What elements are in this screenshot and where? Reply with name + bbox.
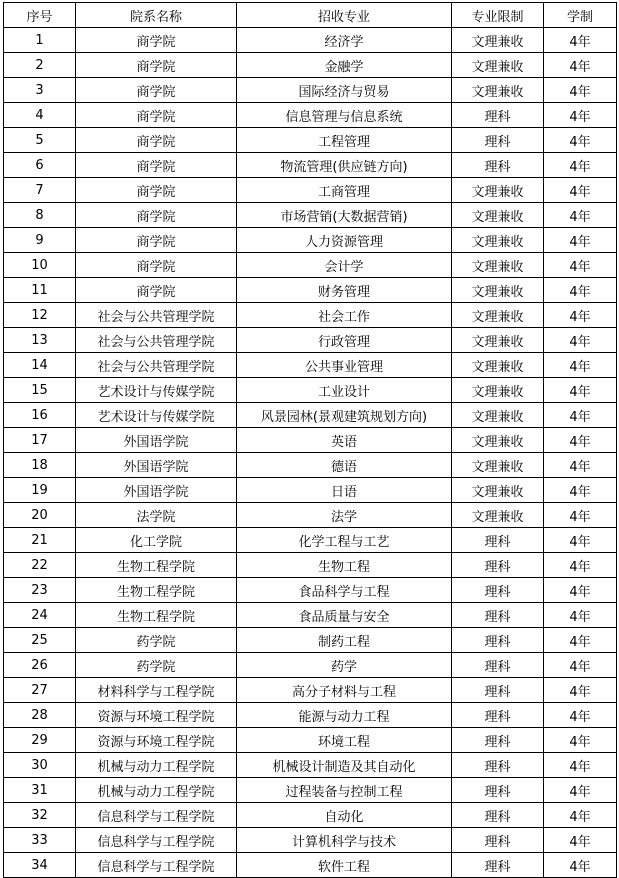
cell-duration: 4年	[544, 253, 617, 278]
header-duration: 学制	[544, 3, 617, 28]
cell-department: 商学院	[76, 53, 237, 78]
cell-index: 17	[4, 428, 76, 453]
cell-duration: 4年	[544, 803, 617, 828]
header-restriction: 专业限制	[452, 3, 544, 28]
cell-duration: 4年	[544, 728, 617, 753]
table-row	[4, 28, 617, 53]
table-row	[4, 228, 617, 253]
table-header	[4, 3, 617, 28]
cell-department: 药学院	[76, 653, 237, 678]
cell-index: 21	[4, 528, 76, 553]
cell-major: 工业设计	[237, 378, 452, 403]
cell-duration: 4年	[544, 353, 617, 378]
cell-major: 药学	[237, 653, 452, 678]
cell-index: 16	[4, 403, 76, 428]
table-row	[4, 53, 617, 78]
table-row	[4, 253, 617, 278]
cell-index: 29	[4, 728, 76, 753]
cell-restriction: 理科	[452, 778, 544, 803]
table-row	[4, 728, 617, 753]
cell-major: 自动化	[237, 803, 452, 828]
cell-index: 26	[4, 653, 76, 678]
cell-restriction: 文理兼收	[452, 228, 544, 253]
table-row	[4, 303, 617, 328]
table-row	[4, 828, 617, 853]
cell-major: 信息管理与信息系统	[237, 103, 452, 128]
cell-restriction: 理科	[452, 703, 544, 728]
cell-department: 商学院	[76, 128, 237, 153]
cell-index: 9	[4, 228, 76, 253]
cell-index: 13	[4, 328, 76, 353]
cell-index: 14	[4, 353, 76, 378]
cell-major: 食品科学与工程	[237, 578, 452, 603]
cell-restriction: 文理兼收	[452, 203, 544, 228]
cell-index: 34	[4, 853, 76, 878]
cell-department: 商学院	[76, 278, 237, 303]
cell-major: 物流管理(供应链方向)	[237, 153, 452, 178]
cell-restriction: 文理兼收	[452, 453, 544, 478]
table-row	[4, 553, 617, 578]
cell-department: 商学院	[76, 78, 237, 103]
cell-restriction: 理科	[452, 678, 544, 703]
table-row	[4, 653, 617, 678]
header-row	[4, 3, 617, 28]
cell-index: 22	[4, 553, 76, 578]
cell-restriction: 文理兼收	[452, 78, 544, 103]
cell-restriction: 理科	[452, 753, 544, 778]
cell-duration: 4年	[544, 153, 617, 178]
table-row	[4, 528, 617, 553]
table-row	[4, 503, 617, 528]
cell-restriction: 文理兼收	[452, 253, 544, 278]
cell-duration: 4年	[544, 478, 617, 503]
table-row	[4, 378, 617, 403]
table-row	[4, 353, 617, 378]
cell-major: 过程装备与控制工程	[237, 778, 452, 803]
cell-department: 法学院	[76, 503, 237, 528]
cell-restriction: 理科	[452, 153, 544, 178]
table-row	[4, 703, 617, 728]
table-row	[4, 578, 617, 603]
cell-restriction: 文理兼收	[452, 178, 544, 203]
cell-department: 信息科学与工程学院	[76, 828, 237, 853]
header-major: 招收专业	[237, 3, 452, 28]
cell-restriction: 理科	[452, 803, 544, 828]
cell-major: 金融学	[237, 53, 452, 78]
table-row	[4, 778, 617, 803]
cell-duration: 4年	[544, 178, 617, 203]
cell-restriction: 理科	[452, 103, 544, 128]
cell-duration: 4年	[544, 528, 617, 553]
cell-duration: 4年	[544, 228, 617, 253]
cell-duration: 4年	[544, 28, 617, 53]
cell-restriction: 理科	[452, 628, 544, 653]
cell-department: 商学院	[76, 253, 237, 278]
cell-major: 生物工程	[237, 553, 452, 578]
table-row	[4, 803, 617, 828]
cell-duration: 4年	[544, 103, 617, 128]
cell-major: 人力资源管理	[237, 228, 452, 253]
cell-department: 资源与环境工程学院	[76, 703, 237, 728]
cell-duration: 4年	[544, 653, 617, 678]
cell-restriction: 文理兼收	[452, 328, 544, 353]
cell-duration: 4年	[544, 328, 617, 353]
cell-department: 信息科学与工程学院	[76, 803, 237, 828]
cell-restriction: 文理兼收	[452, 403, 544, 428]
cell-department: 信息科学与工程学院	[76, 853, 237, 878]
cell-major: 会计学	[237, 253, 452, 278]
majors-table	[3, 2, 617, 878]
cell-restriction: 文理兼收	[452, 428, 544, 453]
cell-department: 生物工程学院	[76, 603, 237, 628]
table-row	[4, 853, 617, 878]
cell-index: 1	[4, 28, 76, 53]
cell-restriction: 理科	[452, 528, 544, 553]
cell-department: 外国语学院	[76, 428, 237, 453]
cell-index: 24	[4, 603, 76, 628]
table-row	[4, 453, 617, 478]
cell-duration: 4年	[544, 428, 617, 453]
cell-restriction: 理科	[452, 828, 544, 853]
cell-index: 4	[4, 103, 76, 128]
table-row	[4, 78, 617, 103]
cell-major: 风景园林(景观建筑规划方向)	[237, 403, 452, 428]
table-row	[4, 178, 617, 203]
cell-index: 12	[4, 303, 76, 328]
cell-major: 化学工程与工艺	[237, 528, 452, 553]
cell-major: 国际经济与贸易	[237, 78, 452, 103]
cell-index: 8	[4, 203, 76, 228]
cell-restriction: 文理兼收	[452, 353, 544, 378]
cell-duration: 4年	[544, 403, 617, 428]
cell-major: 计算机科学与技术	[237, 828, 452, 853]
cell-restriction: 文理兼收	[452, 278, 544, 303]
cell-duration: 4年	[544, 678, 617, 703]
table-row	[4, 603, 617, 628]
cell-index: 15	[4, 378, 76, 403]
cell-index: 23	[4, 578, 76, 603]
cell-department: 商学院	[76, 153, 237, 178]
cell-department: 材料科学与工程学院	[76, 678, 237, 703]
cell-duration: 4年	[544, 303, 617, 328]
cell-duration: 4年	[544, 703, 617, 728]
cell-index: 27	[4, 678, 76, 703]
cell-index: 11	[4, 278, 76, 303]
cell-restriction: 文理兼收	[452, 478, 544, 503]
cell-index: 10	[4, 253, 76, 278]
cell-major: 英语	[237, 428, 452, 453]
cell-restriction: 理科	[452, 603, 544, 628]
cell-index: 6	[4, 153, 76, 178]
cell-restriction: 文理兼收	[452, 378, 544, 403]
cell-duration: 4年	[544, 203, 617, 228]
cell-major: 软件工程	[237, 853, 452, 878]
cell-index: 3	[4, 78, 76, 103]
cell-department: 资源与环境工程学院	[76, 728, 237, 753]
cell-duration: 4年	[544, 578, 617, 603]
cell-major: 能源与动力工程	[237, 703, 452, 728]
cell-restriction: 理科	[452, 578, 544, 603]
cell-restriction: 文理兼收	[452, 503, 544, 528]
cell-restriction: 理科	[452, 653, 544, 678]
cell-index: 28	[4, 703, 76, 728]
table-row	[4, 678, 617, 703]
cell-restriction: 文理兼收	[452, 53, 544, 78]
table-row	[4, 203, 617, 228]
cell-department: 外国语学院	[76, 453, 237, 478]
table-row	[4, 403, 617, 428]
cell-major: 日语	[237, 478, 452, 503]
cell-major: 法学	[237, 503, 452, 528]
cell-index: 7	[4, 178, 76, 203]
cell-department: 生物工程学院	[76, 553, 237, 578]
cell-restriction: 理科	[452, 128, 544, 153]
cell-major: 市场营销(大数据营销)	[237, 203, 452, 228]
cell-department: 艺术设计与传媒学院	[76, 403, 237, 428]
cell-department: 外国语学院	[76, 478, 237, 503]
cell-index: 31	[4, 778, 76, 803]
cell-department: 社会与公共管理学院	[76, 353, 237, 378]
table-row	[4, 478, 617, 503]
cell-index: 2	[4, 53, 76, 78]
table-row	[4, 128, 617, 153]
cell-restriction: 理科	[452, 553, 544, 578]
cell-major: 食品质量与安全	[237, 603, 452, 628]
cell-major: 德语	[237, 453, 452, 478]
cell-duration: 4年	[544, 128, 617, 153]
table-row	[4, 153, 617, 178]
cell-department: 机械与动力工程学院	[76, 778, 237, 803]
table-row	[4, 328, 617, 353]
cell-duration: 4年	[544, 453, 617, 478]
cell-major: 公共事业管理	[237, 353, 452, 378]
cell-duration: 4年	[544, 603, 617, 628]
cell-index: 33	[4, 828, 76, 853]
header-department: 院系名称	[76, 3, 237, 28]
cell-duration: 4年	[544, 778, 617, 803]
table-row	[4, 278, 617, 303]
cell-duration: 4年	[544, 378, 617, 403]
cell-index: 19	[4, 478, 76, 503]
cell-restriction: 理科	[452, 853, 544, 878]
cell-duration: 4年	[544, 53, 617, 78]
cell-restriction: 理科	[452, 728, 544, 753]
cell-duration: 4年	[544, 753, 617, 778]
cell-department: 商学院	[76, 228, 237, 253]
table-body	[4, 28, 617, 878]
cell-department: 商学院	[76, 28, 237, 53]
cell-department: 商学院	[76, 178, 237, 203]
cell-department: 药学院	[76, 628, 237, 653]
cell-department: 社会与公共管理学院	[76, 303, 237, 328]
cell-department: 商学院	[76, 103, 237, 128]
cell-major: 工程管理	[237, 128, 452, 153]
cell-index: 32	[4, 803, 76, 828]
cell-restriction: 文理兼收	[452, 28, 544, 53]
cell-major: 财务管理	[237, 278, 452, 303]
cell-duration: 4年	[544, 828, 617, 853]
table-row	[4, 753, 617, 778]
cell-department: 化工学院	[76, 528, 237, 553]
cell-major: 经济学	[237, 28, 452, 53]
cell-major: 工商管理	[237, 178, 452, 203]
table-row	[4, 103, 617, 128]
cell-index: 20	[4, 503, 76, 528]
cell-department: 社会与公共管理学院	[76, 328, 237, 353]
cell-department: 商学院	[76, 203, 237, 228]
cell-major: 行政管理	[237, 328, 452, 353]
header-index: 序号	[4, 3, 76, 28]
cell-index: 30	[4, 753, 76, 778]
cell-duration: 4年	[544, 553, 617, 578]
cell-major: 机械设计制造及其自动化	[237, 753, 452, 778]
cell-duration: 4年	[544, 78, 617, 103]
cell-department: 生物工程学院	[76, 578, 237, 603]
cell-major: 环境工程	[237, 728, 452, 753]
cell-department: 艺术设计与传媒学院	[76, 378, 237, 403]
cell-index: 18	[4, 453, 76, 478]
cell-index: 25	[4, 628, 76, 653]
table-row	[4, 428, 617, 453]
cell-major: 制药工程	[237, 628, 452, 653]
cell-duration: 4年	[544, 278, 617, 303]
cell-duration: 4年	[544, 628, 617, 653]
cell-duration: 4年	[544, 503, 617, 528]
cell-duration: 4年	[544, 853, 617, 878]
table-row	[4, 628, 617, 653]
cell-restriction: 文理兼收	[452, 303, 544, 328]
cell-major: 社会工作	[237, 303, 452, 328]
cell-department: 机械与动力工程学院	[76, 753, 237, 778]
cell-index: 5	[4, 128, 76, 153]
cell-major: 高分子材料与工程	[237, 678, 452, 703]
